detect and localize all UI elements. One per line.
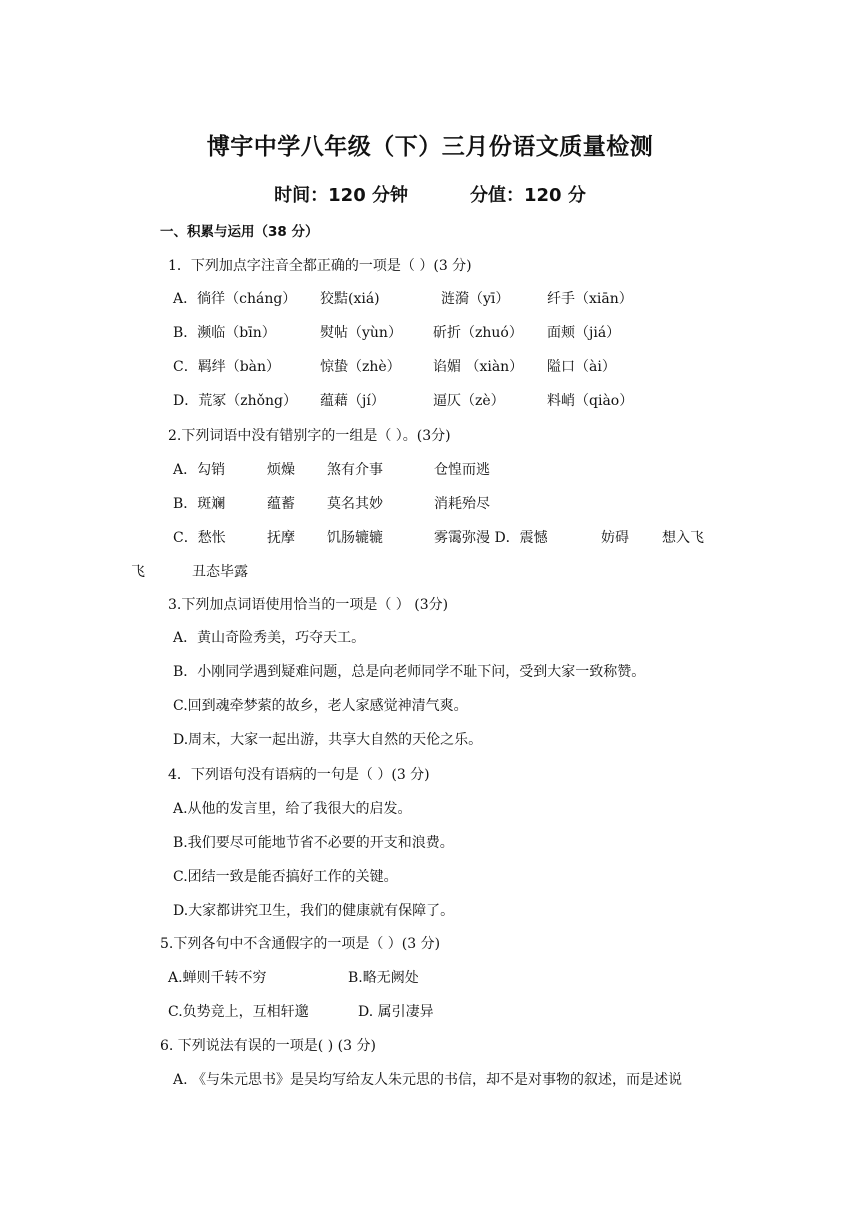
- q2-a-3: 煞有介事: [327, 462, 383, 478]
- q2-b-2: 蕴蓄: [267, 496, 295, 512]
- q1-c-4: 隘口（ài）: [547, 359, 616, 375]
- q1-b-1: B．濒临（bīn）: [173, 325, 276, 341]
- q2-b-1: B．斑斓: [173, 496, 226, 512]
- q1-stem: 1．下列加点字注音全都正确的一项是（ ）(3 分): [168, 258, 472, 274]
- q2-c-2: 抚摩: [267, 530, 295, 546]
- q1-d-2: 蕴藉（jí）: [320, 393, 385, 409]
- q5-option-c: C.负势竞上，互相轩邈: [168, 1004, 309, 1020]
- q3-option-a: A．黄山奇险秀美，巧夺天工。: [173, 630, 366, 646]
- q5-option-b: B.略无阙处: [348, 970, 419, 986]
- q6-option-a: A. 《与朱元思书》是吴均写给友人朱元思的书信，却不是对事物的叙述，而是述说: [173, 1072, 683, 1088]
- q2-c-3: 饥肠辘辘: [327, 530, 383, 546]
- q3-option-c: C.回到魂牵梦萦的故乡，老人家感觉神清气爽。: [173, 698, 468, 714]
- q5-stem: 5.下列各句中不含通假字的一项是（ ）(3 分): [160, 936, 441, 952]
- q1-d-4: 料峭（qiào）: [547, 393, 634, 409]
- q1-b-3: 斫折（zhuó）: [433, 325, 523, 341]
- q2-stem: 2.下列词语中没有错别字的一组是（ ）。(3分): [168, 428, 451, 444]
- q3-option-b: B．小刚同学遇到疑难问题，总是向老师同学不耻下问，受到大家一致称赞。: [173, 664, 646, 680]
- q2-a-2: 烦燥: [267, 462, 295, 478]
- q5-option-a: A.蝉则千转不穷: [168, 970, 267, 986]
- q1-c-3: 谄媚 （xiàn）: [433, 359, 524, 375]
- q1-a-3: 涟漪（yī）: [441, 291, 510, 307]
- page-title: 博宇中学八年级（下）三月份语文质量检测: [206, 134, 654, 160]
- q1-a-1: A．徜徉（cháng）: [173, 291, 297, 307]
- q1-b-4: 面颊（jiá）: [547, 325, 621, 341]
- q2-a-1: A．勾销: [173, 462, 226, 478]
- q4-stem: 4．下列语句没有语病的一句是（ ）(3 分): [168, 767, 430, 783]
- q2-c-4: 雾霭弥漫 D．震憾: [434, 530, 548, 546]
- q2-d-3: 想入飞: [662, 530, 704, 546]
- q5-option-d: D. 属引凄异: [358, 1004, 434, 1020]
- q2-a-4: 仓惶而逃: [434, 462, 490, 478]
- q6-stem: 6. 下列说法有误的一项是( ) (3 分): [160, 1038, 376, 1054]
- q2-b-3: 莫名其妙: [327, 496, 383, 512]
- exam-info: [0, 181, 860, 207]
- q1-d-1: D．荒冢（zhǒng）: [173, 393, 298, 409]
- q2-wrap-b: 丑态毕露: [192, 564, 248, 580]
- q1-d-3: 逼仄（zè）: [433, 393, 505, 409]
- q2-c-1: C．愁怅: [173, 530, 226, 546]
- q4-option-b: B.我们要尽可能地节省不必要的开支和浪费。: [173, 835, 454, 851]
- section-heading: 一、积累与运用（38 分）: [160, 224, 319, 240]
- q2-b-4: 消耗殆尽: [434, 496, 490, 512]
- q3-option-d: D.周末，大家一起出游，共享大自然的天伦之乐。: [173, 732, 483, 748]
- q1-c-1: C．羁绊（bàn）: [173, 359, 281, 375]
- q4-option-a: A.从他的发言里，给了我很大的启发。: [173, 801, 412, 817]
- q1-b-2: 熨帖（yùn）: [320, 325, 402, 341]
- q3-stem: 3.下列加点词语使用恰当的一项是（ ） (3分): [168, 597, 449, 613]
- q1-a-4: 纤手（xiān）: [547, 291, 633, 307]
- q2-d-2: 妨碍: [601, 530, 629, 546]
- q2-wrap-a: 飞: [131, 564, 145, 580]
- q1-a-2: 狡黠(xiá): [320, 291, 380, 307]
- q4-option-c: C.团结一致是能否搞好工作的关键。: [173, 869, 398, 885]
- score-label: 分值：120 分: [470, 185, 586, 206]
- q4-option-d: D.大家都讲究卫生，我们的健康就有保障了。: [173, 903, 455, 919]
- q1-c-2: 惊蛰（zhè）: [320, 359, 401, 375]
- time-label: 时间：120 分钟: [274, 185, 408, 206]
